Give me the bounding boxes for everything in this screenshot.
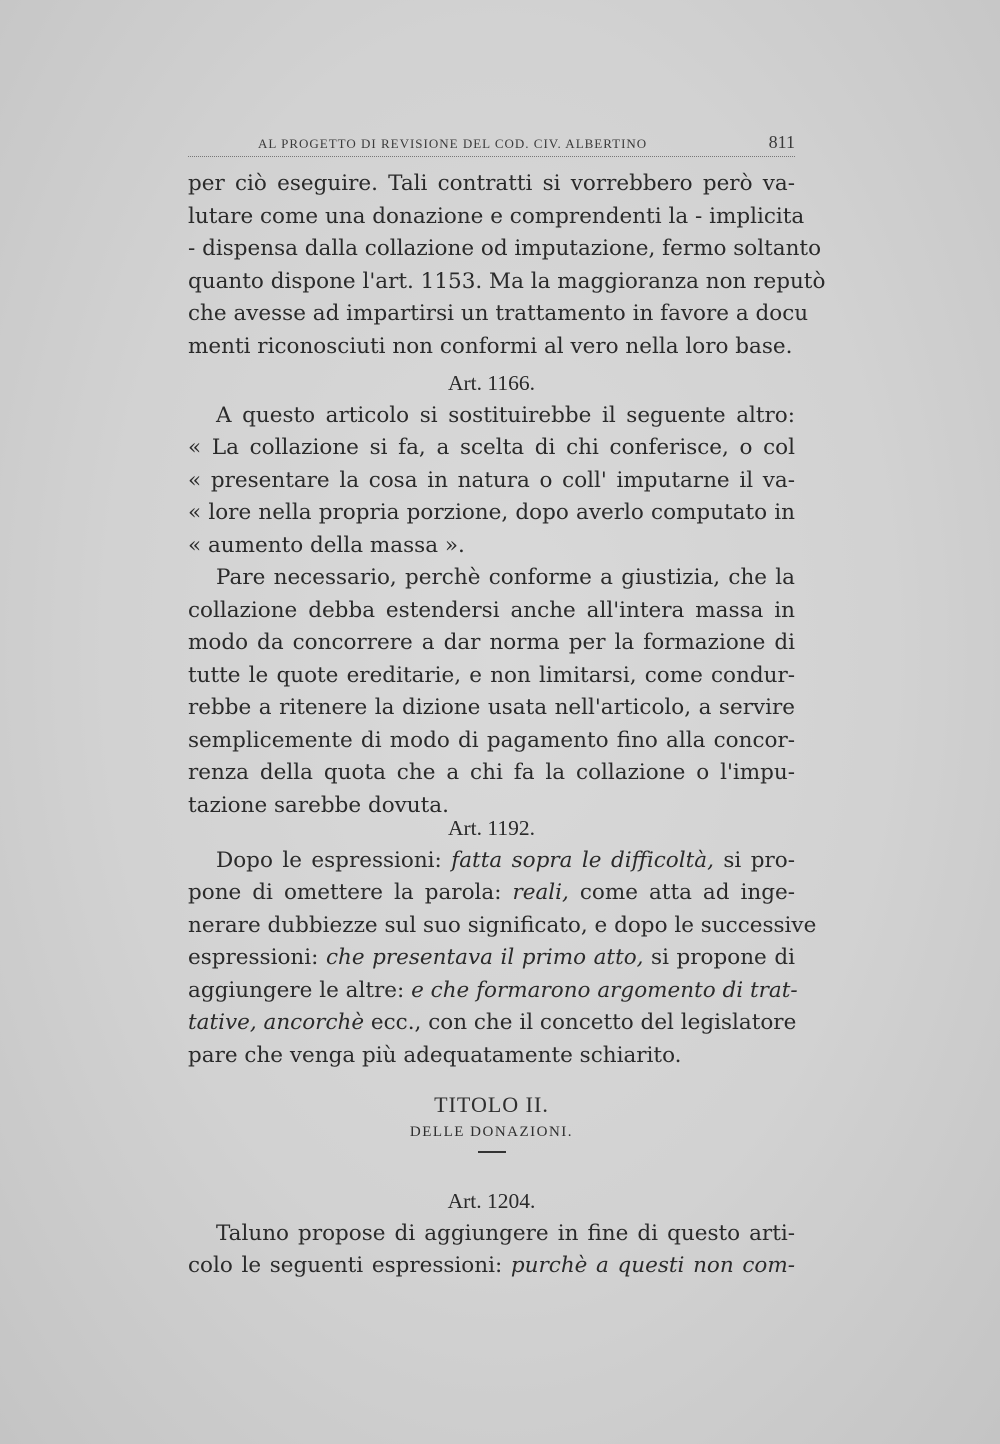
text-line: quanto dispone l'art. 1153. Ma la maggioranza non reputò (188, 268, 826, 294)
text-line: menti riconosciuti non conformi al vero nella loro base. (188, 333, 793, 359)
text-line: che avesse ad impartirsi un trattamento in favore a docu (188, 301, 809, 326)
text-line: « presentare la cosa in natura o coll' imputarne il va- (188, 467, 795, 493)
article-1166 (188, 367, 795, 822)
text-line: pare che venga più adequatamente schiarito. (188, 1042, 682, 1068)
text-line: per ciò eseguire. Tali contratti si vorrebbero però va- (188, 171, 795, 196)
text-line: collazione debba estendersi anche all'intera massa in (188, 597, 795, 623)
text-line: Dopo le espressioni: fatta sopra le difficoltà, si pro- (216, 847, 796, 873)
titolo-heading (188, 1092, 795, 1153)
running-title: AL PROGETTO DI REVISIONE DEL COD. CIV. ALBERTINO (258, 136, 648, 151)
text-line: espressioni: che presentava il primo atto, si propone di (188, 945, 795, 970)
section-divider (478, 1151, 506, 1153)
text-line: nerare dubbiezze sul suo significato, e dopo le successive (188, 912, 817, 938)
title-heading: TITOLO II. (434, 1092, 549, 1117)
paragraph-continuation (188, 168, 826, 363)
text-line: tutte le quote ereditarie, e non limitarsi, come condur- (188, 662, 795, 688)
text-line: modo da concorrere a dar norma per la formazione di (188, 630, 795, 655)
subtitle-heading: DELLE DONAZIONI. (409, 1124, 574, 1140)
text-line: Pare necessario, perchè conforme a giustizia, che la (216, 565, 795, 590)
text-line: renza della quota che a chi fa la collazione o l'impu- (188, 760, 795, 785)
text-line: tative, ancorchè ecc., con che il concetto del legislatore (188, 1010, 797, 1035)
text-line: Taluno propose di aggiungere in fine di questo arti- (216, 1220, 795, 1246)
header-rule (188, 156, 795, 157)
text-line: rebbe a ritenere la dizione usata nell'articolo, a servire (188, 695, 795, 720)
text-line: lutare come una donazione e comprendenti la - implicita (188, 203, 805, 229)
running-head (258, 132, 795, 153)
text-line: « lore nella propria porzione, dopo averlo computato in (188, 500, 795, 525)
page-number: 811 (768, 132, 795, 152)
text-line: pone di omettere la parola: reali, come atta ad inge- (188, 880, 795, 905)
article-heading: Art. 1204. (447, 1189, 536, 1213)
article-1204 (188, 1185, 795, 1283)
text-line: « La collazione si fa, a scelta di chi conferisce, o col (188, 435, 795, 460)
article-heading: Art. 1166. (448, 371, 535, 395)
article-1192 (188, 812, 817, 1072)
text-line: semplicemente di modo di pagamento fino alla concor- (188, 727, 795, 753)
text-line: « aumento della massa ». (188, 532, 465, 558)
text-line: aggiungere le altre: e che formarono argomento di trat- (188, 977, 798, 1003)
text-line: A questo articolo si sostituirebbe il seguente altro: (216, 402, 795, 428)
text-line: tazione sarebbe dovuta. (188, 792, 449, 818)
text-line: - dispensa dalla collazione od imputazione, fermo soltanto (188, 236, 822, 261)
text-line: colo le seguenti espressioni: purchè a questi non com- (188, 1253, 796, 1278)
article-heading: Art. 1192. (448, 816, 535, 840)
